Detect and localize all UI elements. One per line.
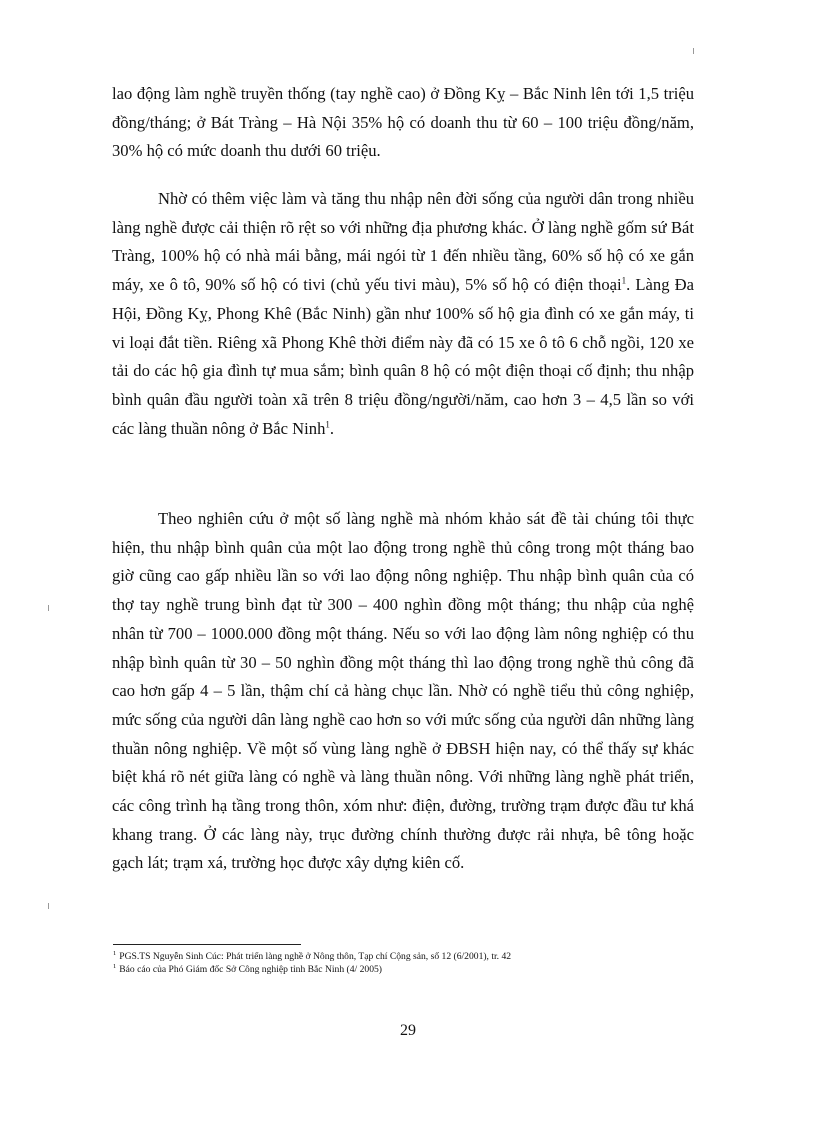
paragraph-1: lao động làm nghề truyền thống (tay nghề cao) ở Đồng Kỵ – Bắc Ninh lên tới 1,5 triệu đồng/tháng; ở Bát Tràng – Hà Nội 35% hộ có doanh thu từ 60 – 100 triệu đồng/năm, 30% hộ có mức doanh thu dưới 60 triệu. [112,84,694,161]
footnote-1-mark: 1 [113,949,117,957]
footnote-1 [113,950,695,963]
scan-mark [693,48,694,54]
page-number: 29 [400,1022,416,1039]
paragraph-2 [112,185,694,443]
footnote-ref-1: 1 [621,275,627,286]
footnotes [113,950,695,976]
scan-mark [48,605,49,611]
paragraph-3: Theo nghiên cứu ở một số làng nghề mà nhóm khảo sát đề tài chúng tôi thực hiện, thu nhập bình quân của một lao động trong nghề thủ công trong một tháng bao giờ cũng cao gấp nhiều lần so với lao động nông nghiệp. Thu nhập bình quân của có thợ tay nghề trung bình đạt từ 300 – 400 nghìn đồng một tháng; thu nhập của nghệ nhân từ 700 – 1000.000 đồng một tháng. Nếu so với lao động làm nông nghiệp có thu nhập bình quân từ 30 – 50 nghìn đồng một tháng thì lao động trong nghề thủ công đã cao hơn gấp 4 – 5 lần, thậm chí cả hàng chục lần. Nhờ có nghề tiểu thủ công nghiệp, mức sống của người dân làng nghề cao hơn so với mức sống của người dân những làng thuần nông nghiệp. Về một số vùng làng nghề ở ĐBSH hiện nay, có thể thấy sự khác biệt khá rõ nét giữa làng có nghề và làng thuần nông. Với những làng nghề phát triển, các công trình hạ tầng trong thôn, xóm như: điện, đường, trường trạm được đầu tư khá khang trang. Ở các làng này, trục đường chính thường được rải nhựa, bê tông hoặc gạch lát; trạm xá, trường học được xây dựng kiên cố. [112,509,694,873]
footnote-ref-2: 1 [325,419,330,430]
footnote-divider [113,944,301,945]
footnote-2 [113,963,695,976]
footnote-1-text: PGS.TS Nguyễn Sinh Cúc: Phát triển làng nghề ở Nông thôn, Tạp chí Cộng sản, số 12 (6/2001), tr. 42 [119,951,512,962]
scan-mark [48,903,49,909]
paragraph-2-text-a: Nhờ có thêm việc làm và tăng thu nhập nên đời sống của người dân trong nhiều làng nghề được cải thiện rõ rệt so với những địa phương khác. Ở làng nghề gốm sứ Bát Tràng, 100% hộ có nhà mái bằng, mái ngói từ 1 đến nhiều tầng, 60% số hộ có xe gắn máy, xe ô tô, 90% số hộ có tivi (chủ yếu tivi màu), 5% số hộ có điện thoại [112,189,694,295]
paragraph-2-text-b: . Làng Đa Hội, Đồng Kỵ, Phong Khê (Bắc Ninh) gần như 100% số hộ gia đình có xe gắn máy, ti vi loại đắt tiền. Riêng xã Phong Khê thời điểm này đã có 15 xe ô tô 6 chỗ ngồi, 120 xe tải do các hộ gia đình tự mua sắm; bình quân 8 hộ có một điện thoại cố định; thu nhập bình quân đầu người toàn xã trên 8 triệu đồng/người/năm, cao hơn 3 – 4,5 lần so với các làng thuần nông ở Bắc Ninh [112,275,695,438]
footnote-2-text: Báo cáo của Phó Giám đốc Sở Công nghiệp tỉnh Bắc Ninh (4/ 2005) [119,964,382,975]
paragraph-2-text-c: . [329,418,335,438]
footnote-2-mark: 1 [113,962,117,970]
